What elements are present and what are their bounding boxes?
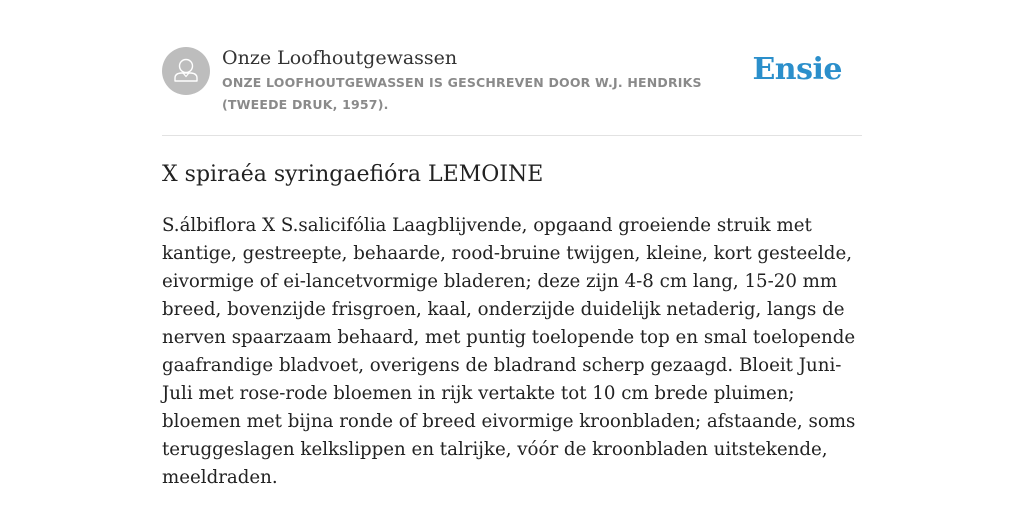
ensie-logo[interactable]: Ensie bbox=[752, 52, 842, 87]
entry-body: S.álbiflora X S.salicifólia Laagblijvende, opgaand groeiende struik met kantige, gestreepte, behaarde, rood-bruine twijgen, kleine, kort gesteelde, eivormige of ei-lancetvormige bladeren; deze zijn 4-8 cm lang, 15-20 mm breed, bovenzijde frisgroen, kaal, onderzijde duidelijk netaderig, langs de nerven spaarzaam behaard, met puntig toelopende top en smal toelopende gaafrandige bladvoet, overigens de bladrand scherp gezaagd. Bloeit Juni-Juli met rose-rode bloemen in rijk vertakte tot 10 cm brede pluimen; bloemen met bijna ronde of breed eivormige kroonbladen; afstaande, soms teruggeslagen kelkslippen en talrijke, vóór de kroonbladen uitstekende, meeldraden. bbox=[162, 215, 856, 488]
source-header bbox=[162, 44, 862, 136]
source-description: ONZE LOOFHOUTGEWASSEN IS GESCHREVEN DOOR W.J. HENDRIKS (TWEEDE DRUK, 1957). bbox=[222, 75, 702, 112]
entry-title: X spiraéa syringaefióra LEMOINE bbox=[162, 162, 544, 187]
source-title[interactable]: Onze Loofhoutgewassen bbox=[222, 47, 458, 69]
avatar bbox=[162, 47, 210, 95]
user-icon bbox=[162, 47, 210, 95]
